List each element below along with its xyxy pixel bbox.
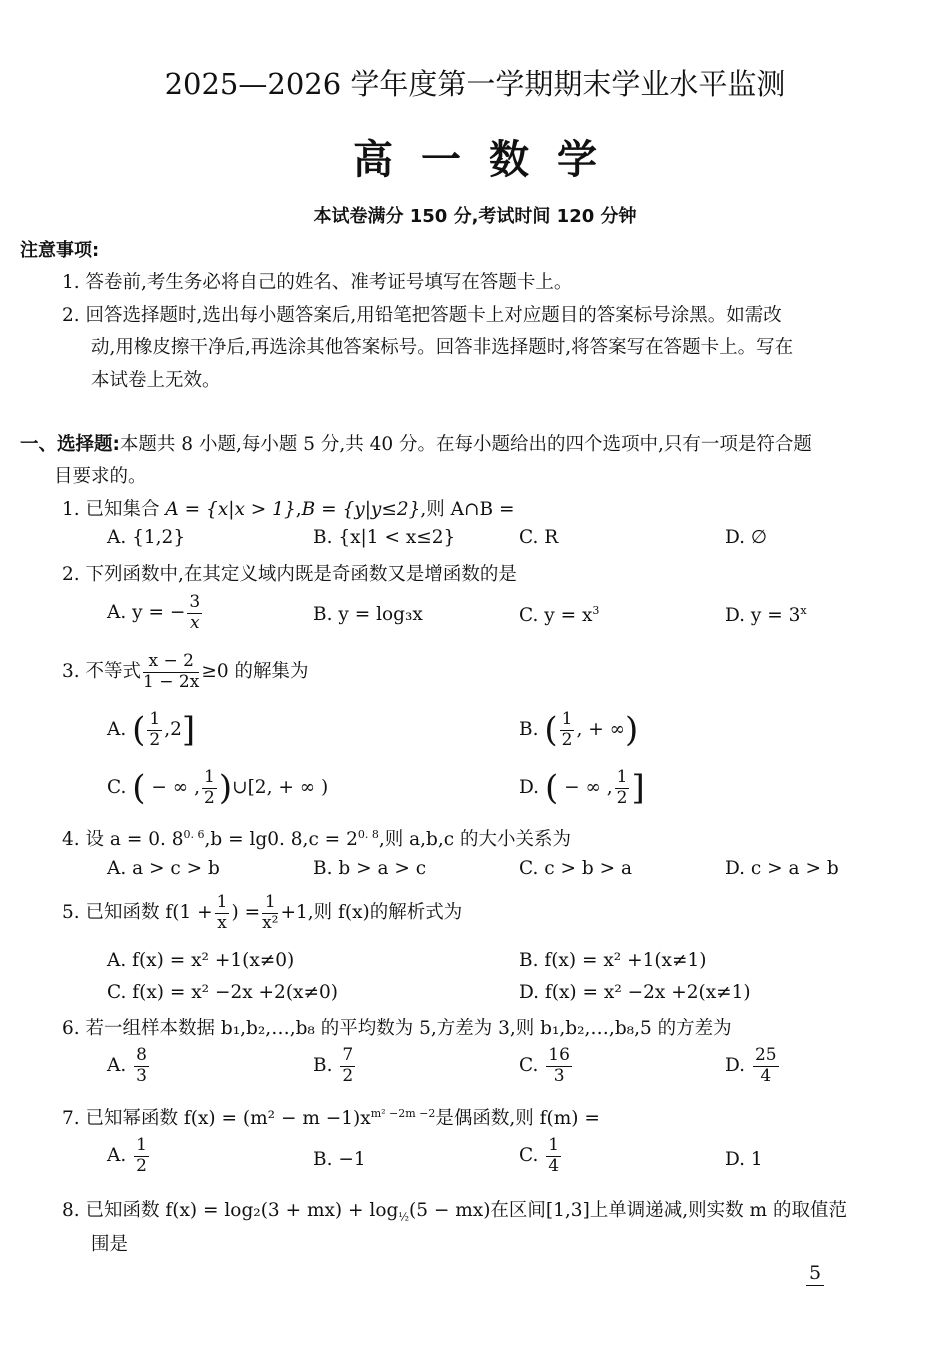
q1-number: 1. 已知集合 [62, 499, 166, 520]
q3-b-den: 2 [561, 729, 573, 750]
q3-a-lparen: ( [132, 710, 146, 751]
notice-item: 本试卷上无效。 [91, 370, 221, 391]
section-heading [20, 430, 812, 456]
q3-a-rbracket: ] [181, 710, 196, 751]
q8-pre: 8. 已知函数 f(x) = log₂(3 + mx) + log [62, 1200, 399, 1221]
q4-option-a: A. a > c > b [107, 858, 220, 879]
q2-a-pre: A. y = − [107, 602, 186, 624]
q8-sub: ½ [398, 1210, 409, 1224]
section-text-cont: 目要求的。 [54, 466, 147, 487]
q7-sup: m² −2m −2 [370, 1106, 436, 1120]
q6-c-den: 3 [553, 1065, 565, 1086]
q6-a-label: A. [107, 1055, 127, 1077]
q5-option-a: A. f(x) = x² +1(x≠0) [107, 950, 295, 971]
question-7-stem [62, 1104, 600, 1130]
q6-b-num: 7 [342, 1045, 354, 1065]
q6-d-num: 25 [754, 1045, 777, 1065]
q5-f1-den: x [217, 912, 227, 933]
q2-option-b: B. y = log₃x [313, 604, 423, 625]
q6-option-c [519, 1046, 574, 1086]
q6-d-fraction [753, 1046, 779, 1086]
q4-sup1: 0. 6 [183, 827, 205, 841]
notice-item: 2. 回答选择题时,选出每小题答案后,用铅笔把答题卡上对应题目的答案标号涂黑。如需改 [62, 305, 782, 326]
question-8-stem [62, 1196, 847, 1224]
q5-f1-num: 1 [216, 892, 228, 912]
q1-set-b: B = {y|y≤2} [301, 499, 421, 520]
q5-option-d: D. f(x) = x² −2x +2(x≠1) [519, 982, 751, 1003]
q3-d-lparen: ( [544, 768, 559, 809]
q3-option-a [107, 710, 195, 750]
q2-d-pre: D. y = 3 [725, 605, 801, 627]
q6-b-fraction [340, 1046, 355, 1086]
q1-set-a: A = {x|x > 1} [165, 499, 296, 520]
q2-option-a [107, 593, 204, 633]
q3-c-pre: − ∞ , [145, 777, 200, 799]
q7-a-fraction [134, 1136, 149, 1176]
q3-b-fraction [560, 710, 575, 750]
q3-c-rest: ∪[2, + ∞ ) [232, 777, 329, 799]
q6-c-label: C. [519, 1055, 539, 1077]
q1-option-b: B. {x|1 < x≤2} [313, 527, 456, 548]
q3-pre: 3. 不等式 [62, 661, 142, 683]
page-number: 5 [806, 1262, 824, 1286]
q5-fraction-1 [215, 893, 230, 933]
q1-option-c: C. R [519, 527, 559, 548]
q3-option-b [519, 710, 638, 750]
q6-b-den: 2 [342, 1065, 354, 1086]
q3-c-den: 2 [203, 787, 215, 808]
question-4-stem [62, 825, 571, 851]
q5-post: +1,则 f(x)的解析式为 [280, 902, 463, 924]
q7-option-c [519, 1136, 563, 1176]
notice-heading: 注意事项: [20, 240, 100, 261]
q6-option-a [107, 1046, 151, 1086]
question-6-stem: 6. 若一组样本数据 b₁,b₂,…,b₈ 的平均数为 5,方差为 3,则 b₁,b₂,…,b₈,5 的方差为 [62, 1018, 732, 1039]
q2-c-pre: C. y = x [519, 605, 593, 627]
q6-a-num: 8 [136, 1045, 147, 1065]
notice-item: 动,用橡皮擦干净后,再选涂其他答案标号。回答非选择题时,将答案写在答题卡上。写在 [91, 337, 794, 358]
q3-a-fraction [147, 710, 162, 750]
q7-c-label: C. [519, 1145, 539, 1167]
q3-den: 1 − 2x [143, 671, 200, 692]
question-1-stem [62, 495, 515, 521]
q6-d-label: D. [725, 1055, 746, 1077]
q5-option-b: B. f(x) = x² +1(x≠1) [519, 950, 707, 971]
q2-a-den: x [189, 612, 200, 633]
q3-d-num: 1 [616, 767, 628, 787]
q7-a-num: 1 [136, 1135, 147, 1155]
q3-a-label: A. [107, 719, 127, 741]
q6-d-den: 4 [760, 1065, 772, 1086]
question-2-stem: 2. 下列函数中,在其定义域内既是奇函数又是增函数的是 [62, 564, 517, 585]
question-8-stem-cont: 围是 [91, 1234, 129, 1255]
q3-post: ≥0 的解集为 [201, 661, 309, 683]
q4-post: ,则 a,b,c 的大小关系为 [378, 829, 571, 850]
q2-a-fraction [187, 593, 202, 633]
q6-option-d [725, 1046, 781, 1086]
q4-option-b: B. b > a > c [313, 858, 427, 879]
q7-post: 是偶函数,则 f(m) = [435, 1108, 600, 1129]
q3-a-den: 2 [149, 729, 161, 750]
exam-subject: 高一数学 [353, 136, 625, 183]
q6-a-den: 3 [136, 1065, 147, 1086]
q1-option-a: A. {1,2} [107, 527, 186, 548]
q3-option-d [519, 768, 645, 808]
q8-post: (5 − mx)在区间[1,3]上单调递减,则实数 m 的取值范 [408, 1200, 847, 1221]
q7-c-den: 4 [548, 1155, 560, 1176]
q3-d-rbracket: ] [631, 768, 645, 809]
q2-a-num: 3 [189, 592, 201, 612]
question-3-stem [62, 652, 308, 692]
q4-pre: 4. 设 a = 0. 8 [62, 829, 184, 850]
q3-d-pre: − ∞ , [558, 777, 613, 799]
section-text: 本题共 8 小题,每小题 5 分,共 40 分。在每小题给出的四个选项中,只有一项是符合题 [119, 434, 812, 455]
q7-c-fraction [546, 1136, 561, 1176]
q3-num: x − 2 [143, 652, 199, 673]
q3-b-label: B. [519, 719, 539, 741]
q6-option-b [313, 1046, 357, 1086]
q4-sup2: 0. 8 [357, 827, 379, 841]
q3-c-lparen: ( [132, 768, 146, 809]
q7-pre: 7. 已知幂函数 f(x) = (m² − m −1)x [62, 1108, 371, 1129]
q7-option-d: D. 1 [725, 1149, 763, 1170]
exam-info: 本试卷满分 150 分,考试时间 120 分钟 [313, 206, 637, 227]
q5-f2-num: 1 [262, 893, 278, 914]
q2-option-c [519, 604, 599, 626]
exam-title: 2025—2026 学年度第一学期期末学业水平监测 [164, 67, 786, 101]
q7-a-label: A. [107, 1145, 127, 1167]
q6-b-label: B. [313, 1055, 333, 1077]
q5-fraction-2 [262, 893, 278, 933]
q1-sep: , [295, 499, 302, 520]
q6-c-fraction [546, 1046, 572, 1086]
q3-b-rparen: ) [625, 710, 639, 751]
q3-d-fraction [615, 768, 630, 808]
q6-a-fraction [134, 1046, 149, 1086]
q3-d-label: D. [519, 777, 540, 799]
q3-c-fraction [202, 768, 217, 808]
q2-c-sup: 3 [592, 604, 600, 617]
q7-option-b: B. −1 [313, 1149, 366, 1170]
q5-mid: ) = [231, 902, 261, 924]
q7-c-num: 1 [548, 1135, 560, 1155]
q6-c-num: 16 [548, 1045, 570, 1065]
q3-a-rest: ,2 [164, 719, 182, 741]
q7-option-a [107, 1136, 151, 1176]
q1-option-d: D. ∅ [725, 527, 768, 548]
q5-f2-den: x² [262, 912, 279, 933]
q4-mid: ,b = lg0. 8,c = 2 [204, 829, 358, 850]
q3-b-rest: , + ∞ [576, 719, 626, 741]
q4-option-d: D. c > a > b [725, 858, 839, 879]
section-label: 一、选择题: [20, 434, 120, 455]
q2-option-d [725, 604, 807, 626]
q5-option-c: C. f(x) = x² −2x +2(x≠0) [107, 982, 338, 1003]
q3-a-num: 1 [149, 709, 161, 729]
q2-d-sup: x [800, 604, 807, 617]
q3-option-c [107, 768, 328, 808]
q3-d-den: 2 [616, 787, 628, 808]
q3-c-num: 1 [203, 767, 215, 787]
q4-option-c: C. c > b > a [519, 858, 633, 879]
q3-b-num: 1 [561, 709, 573, 729]
notice-item: 1. 答卷前,考生务必将自己的姓名、准考证号填写在答题卡上。 [62, 272, 573, 293]
q3-b-lparen: ( [544, 710, 558, 751]
q3-fraction [143, 652, 199, 692]
q1-ask: ,则 A∩B = [420, 499, 515, 520]
q7-a-den: 2 [136, 1155, 147, 1176]
q3-c-label: C. [107, 777, 127, 799]
q3-c-rparen: ) [218, 768, 233, 809]
q5-pre: 5. 已知函数 f(1 + [62, 902, 213, 924]
question-5-stem [62, 893, 462, 933]
